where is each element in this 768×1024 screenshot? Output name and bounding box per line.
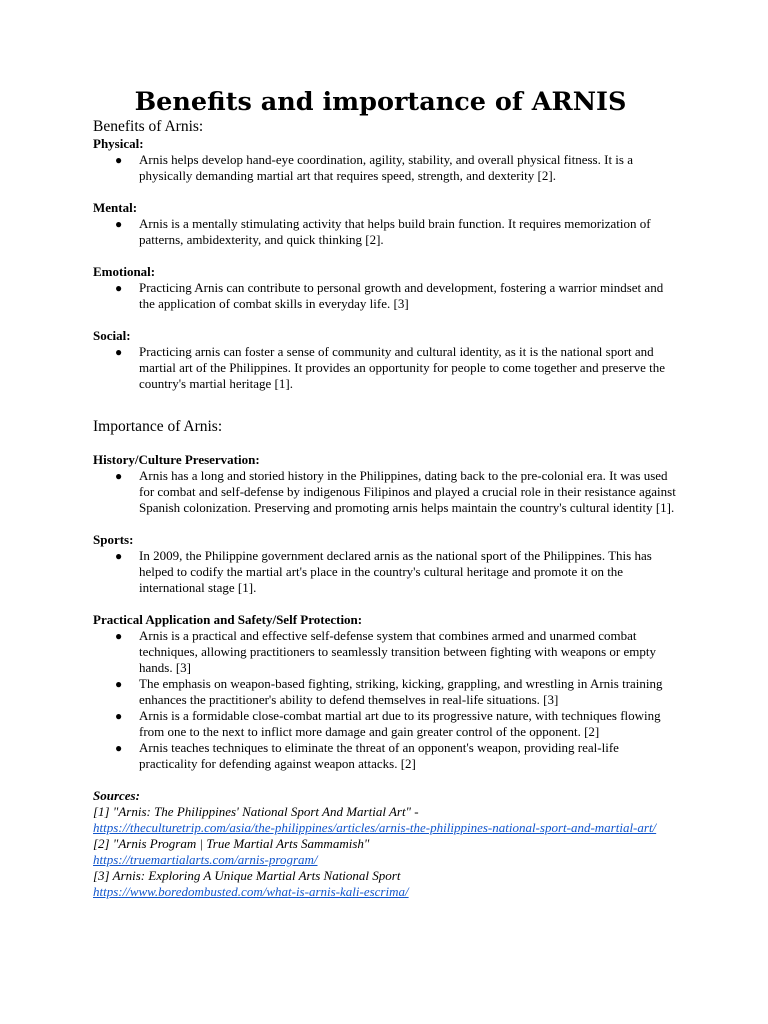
section-gap — [93, 312, 678, 328]
bullet-list — [93, 468, 678, 516]
document-page — [93, 86, 678, 900]
list-item — [93, 740, 678, 772]
bullet-icon: ● — [115, 677, 123, 691]
list-item — [93, 708, 678, 740]
source-citation: [2] "Arnis Program | True Martial Arts Sammamish" — [93, 836, 370, 851]
section-label: Mental: — [93, 200, 138, 215]
source-link[interactable]: https://truemartialarts.com/arnis-program/ — [93, 852, 318, 867]
source-citation: [3] Arnis: Exploring A Unique Martial Arts National Sport — [93, 868, 401, 883]
bullet-list — [93, 280, 678, 312]
page-title: Benefits and importance of ARNIS — [134, 87, 627, 117]
section-gap — [93, 596, 678, 612]
source-link-row — [93, 884, 678, 900]
bullet-icon: ● — [115, 629, 123, 643]
list-item-text: Arnis is a practical and effective self-defense system that combines armed and unarmed combat techniques, allowing practitioners to seamlessly transition between fighting with weapons or empty hands. [3] — [139, 628, 656, 675]
list-item — [93, 468, 678, 516]
importance-sections — [93, 452, 678, 788]
section-gap — [93, 248, 678, 264]
section-label: Physical: — [93, 136, 144, 151]
sources-block — [93, 788, 678, 900]
importance-heading: Importance of Arnis: — [93, 418, 223, 435]
list-item — [93, 344, 678, 392]
section-label: Social: — [93, 328, 131, 343]
bullet-icon: ● — [115, 549, 123, 563]
list-item-text: The emphasis on weapon-based fighting, striking, kicking, grappling, and wrestling in Arnis training enhances the practitioner's ability to defend themselves in real-life situations. [3] — [139, 676, 663, 707]
section-gap — [93, 772, 678, 788]
benefits-sections — [93, 136, 678, 408]
list-item — [93, 548, 678, 596]
section-gap — [93, 516, 678, 532]
bullet-icon: ● — [115, 281, 123, 295]
sources-label: Sources: — [93, 788, 140, 803]
source-link[interactable]: https://www.boredombusted.com/what-is-arnis-kali-escrima/ — [93, 884, 409, 899]
list-item — [93, 152, 678, 184]
list-item-text: Arnis is a mentally stimulating activity that helps build brain function. It requires memorization of patterns, ambidexterity, and quick thinking [2]. — [139, 216, 651, 247]
source-citation: [1] "Arnis: The Philippines' National Sport And Martial Art" - — [93, 804, 419, 819]
section-label: Sports: — [93, 532, 134, 547]
section-gap — [93, 392, 678, 408]
list-item — [93, 676, 678, 708]
list-item-text: Arnis is a formidable close-combat martial art due to its progressive nature, with techniques flowing from one to the next to inflict more damage and gain greater control of the opponent. [2] — [139, 708, 661, 739]
bullet-list — [93, 216, 678, 248]
list-item — [93, 628, 678, 676]
bullet-icon: ● — [115, 741, 123, 755]
bullet-icon: ● — [115, 469, 123, 483]
benefits-heading: Benefits of Arnis: — [93, 118, 204, 135]
section-label: Practical Application and Safety/Self Protection: — [93, 612, 363, 627]
source-link-row — [93, 852, 678, 868]
bullet-list — [93, 548, 678, 596]
list-item-text: Arnis has a long and storied history in the Philippines, dating back to the pre-colonial era. It was used for combat and self-defense by indigenous Filipinos and played a crucial role in their resistance against Spanish colonization. Preserving and promoting arnis helps maintain the country's cultural identity [1]. — [139, 468, 676, 515]
bullet-icon: ● — [115, 345, 123, 359]
list-item-text: In 2009, the Philippine government declared arnis as the national sport of the Philippines. This has helped to codify the martial art's place in the country's cultural heritage and promote it on the international stage [1]. — [139, 548, 652, 595]
list-item-text: Practicing Arnis can contribute to personal growth and development, fostering a warrior mindset and the application of combat skills in everyday life. [3] — [139, 280, 664, 311]
section-gap — [93, 184, 678, 200]
bullet-icon: ● — [115, 217, 123, 231]
list-item-text: Practicing arnis can foster a sense of community and cultural identity, as it is the national sport and martial art of the Philippines. It provides an opportunity for people to come together and preserve the country's martial heritage [1]. — [139, 344, 665, 391]
source-link[interactable]: https://theculturetrip.com/asia/the-philippines/articles/arnis-the-philippines-national-sport-and-martial-art/ — [93, 820, 657, 835]
list-item-text: Arnis helps develop hand-eye coordination, agility, stability, and overall physical fitness. It is a physically demanding martial art that requires speed, strength, and dexterity [2]. — [139, 152, 633, 183]
bullet-list — [93, 152, 678, 184]
bullet-list — [93, 628, 678, 772]
list-item — [93, 280, 678, 312]
list-item — [93, 216, 678, 248]
bullet-icon: ● — [115, 709, 123, 723]
source-link-row — [93, 820, 678, 836]
bullet-icon: ● — [115, 153, 123, 167]
list-item-text: Arnis teaches techniques to eliminate the threat of an opponent's weapon, providing real-life practicality for defending against weapon attacks. [2] — [139, 740, 619, 771]
section-label: History/Culture Preservation: — [93, 452, 260, 467]
bullet-list — [93, 344, 678, 392]
section-label: Emotional: — [93, 264, 156, 279]
